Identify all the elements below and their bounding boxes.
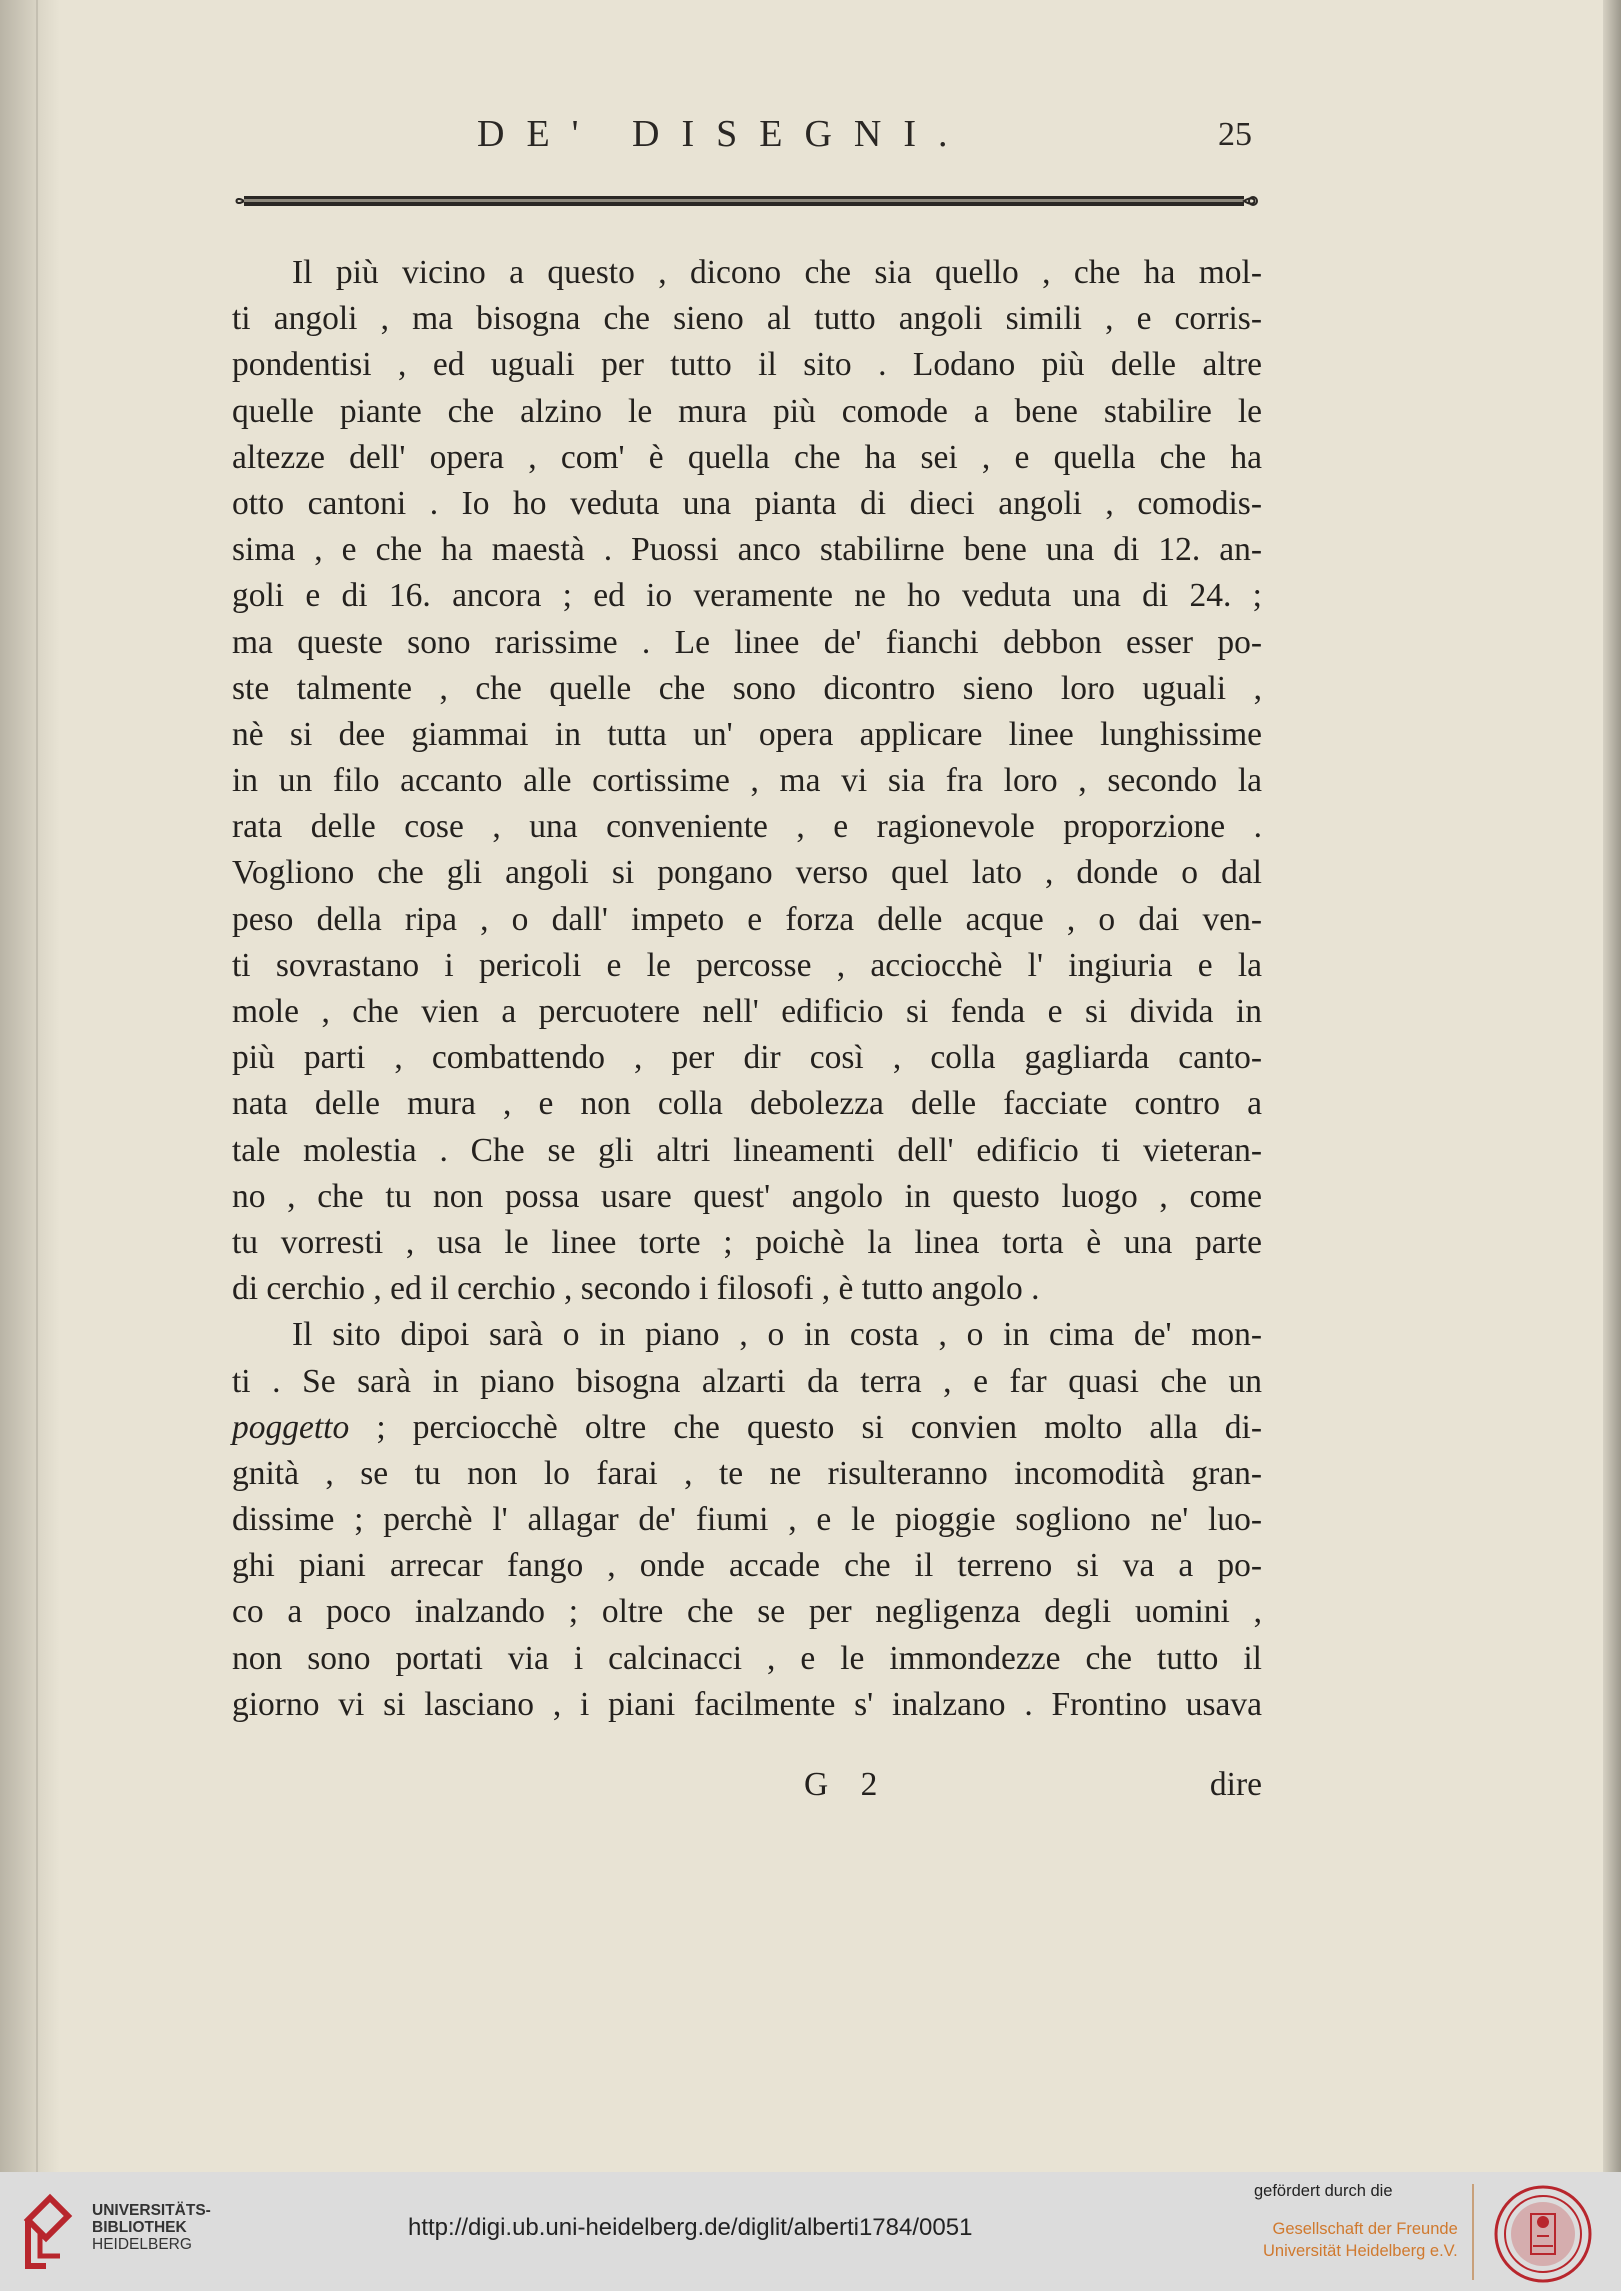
running-title: DE' DISEGNI. <box>477 113 970 155</box>
text-line-rest: ; perciocchè oltre che questo si convien molto alla di- <box>376 1408 1262 1446</box>
text-line: ma queste sono rarissime . Le linee de' fianchi debbon esser po- <box>232 623 1262 661</box>
text-line: no , che tu non possa usare quest' angolo in questo luogo , come <box>232 1177 1262 1215</box>
text-line: rata delle cose , una conveniente , e ragionevole proporzione . <box>232 808 1262 846</box>
text-line: non sono portati via i calcinacci , e le immondezze che tutto il <box>232 1639 1262 1677</box>
text-line: ti sovrastano i pericoli e le percosse , acciocchè l' ingiuria e la <box>232 946 1262 984</box>
text-line: tale molestia . Che se gli altri lineamenti dell' edificio ti vieteran- <box>232 1131 1262 1169</box>
text-line: ste talmente , che quelle che sono dicontro sieno loro uguali , <box>232 669 1262 707</box>
text-line: di cerchio , ed il cerchio , secondo i filosofi , è tutto angolo . <box>232 1270 1040 1308</box>
library-name-line: BIBLIOTHEK <box>92 2219 187 2236</box>
text-line: dissime ; perchè l' allagar de' fiumi , e le pioggie sogliono ne' luo- <box>232 1501 1262 1539</box>
sponsor-name <box>1263 2218 1458 2262</box>
permalink-url[interactable]: http://digi.ub.uni-heidelberg.de/diglit/alberti1784/0051 <box>408 2214 973 2241</box>
text-line: nè si dee giammai in tutta un' opera applicare linee lunghissime <box>232 715 1262 753</box>
text-line: Vogliono che gli angoli si pongano verso quel lato , donde o dal <box>232 854 1262 892</box>
library-name <box>92 2202 211 2253</box>
text-line: Il sito dipoi sarà o in piano , o in costa , o in cima de' mon- <box>292 1316 1262 1354</box>
text-line: ti angoli , ma bisogna che sieno al tutto angoli simili , e corris- <box>232 300 1262 338</box>
page-gutter <box>36 0 38 2172</box>
signature-mark: G 2 <box>804 1766 890 1803</box>
university-seal-icon <box>1493 2184 1593 2284</box>
sponsor-name-line: Gesellschaft der Freunde <box>1272 2220 1458 2238</box>
text-line: in un filo accanto alle cortissime , ma vi sia fra loro , secondo la <box>232 762 1262 800</box>
text-line: peso della ripa , o dall' impeto e forza delle acque , o dai ven- <box>232 900 1262 938</box>
italic-word: poggetto <box>232 1408 350 1446</box>
text-line: tu vorresti , usa le linee torte ; poichè la linea torta è una parte <box>232 1223 1262 1261</box>
sponsor-divider <box>1472 2184 1474 2280</box>
text-line: più parti , combattendo , per dir così , colla gagliarda canto- <box>232 1039 1262 1077</box>
page-edge-right <box>1603 0 1621 2172</box>
library-name-line: UNIVERSITÄTS- <box>92 2202 211 2219</box>
page-header <box>232 112 1252 162</box>
text-line-with-italic <box>232 1405 1262 1451</box>
digitization-footer <box>0 2172 1621 2291</box>
text-line: quelle piante che alzino le mura più comode a bene stabilire le <box>232 392 1262 430</box>
catchword: dire <box>1209 1766 1262 1803</box>
text-line: pondentisi , ed uguali per tutto il sito . Lodano più delle altre <box>232 346 1262 384</box>
library-logo-icon <box>20 2190 76 2274</box>
body-text <box>232 250 1262 1728</box>
text-line: gnità , se tu non lo farai , te ne risulteranno incomodità gran- <box>232 1454 1262 1492</box>
page-edge-left <box>0 0 60 2172</box>
library-name-line: HEIDELBERG <box>92 2236 192 2253</box>
text-line: nata delle mura , e non colla debolezza delle facciate contro a <box>232 1085 1262 1123</box>
text-line: altezze dell' opera , com' è quella che ha sei , e quella che ha <box>232 438 1262 476</box>
text-line: sima , e che ha maestà . Puossi anco stabilirne bene una di 12. an- <box>232 531 1262 569</box>
text-line: co a poco inalzando ; oltre che se per negligenza degli uomini , <box>232 1593 1262 1631</box>
text-line: mole , che vien a percuotere nell' edificio si fenda e si divida in <box>232 993 1262 1030</box>
sponsor-label: gefördert durch die <box>1254 2182 1393 2200</box>
sponsor-name-line: Universität Heidelberg e.V. <box>1263 2242 1458 2260</box>
text-line: ghi piani arrecar fango , onde accade che il terreno si va a po- <box>232 1547 1262 1585</box>
text-line: Il più vicino a questo , dicono che sia quello , che ha mol- <box>292 254 1262 291</box>
text-line: giorno vi si lasciano , i piani facilmente s' inalzano . Frontino usava <box>232 1685 1262 1723</box>
text-line: ti . Se sarà in piano bisogna alzarti da terra , e far quasi che un <box>232 1362 1262 1400</box>
ornament-rule <box>232 190 1262 212</box>
text-line: otto cantoni . Io ho veduta una pianta di dieci angoli , comodis- <box>232 484 1262 522</box>
text-line: goli e di 16. ancora ; ed io veramente ne ho veduta una di 24. ; <box>232 577 1262 615</box>
page-number: 25 <box>1218 116 1252 153</box>
page-footer <box>232 1766 1262 1812</box>
